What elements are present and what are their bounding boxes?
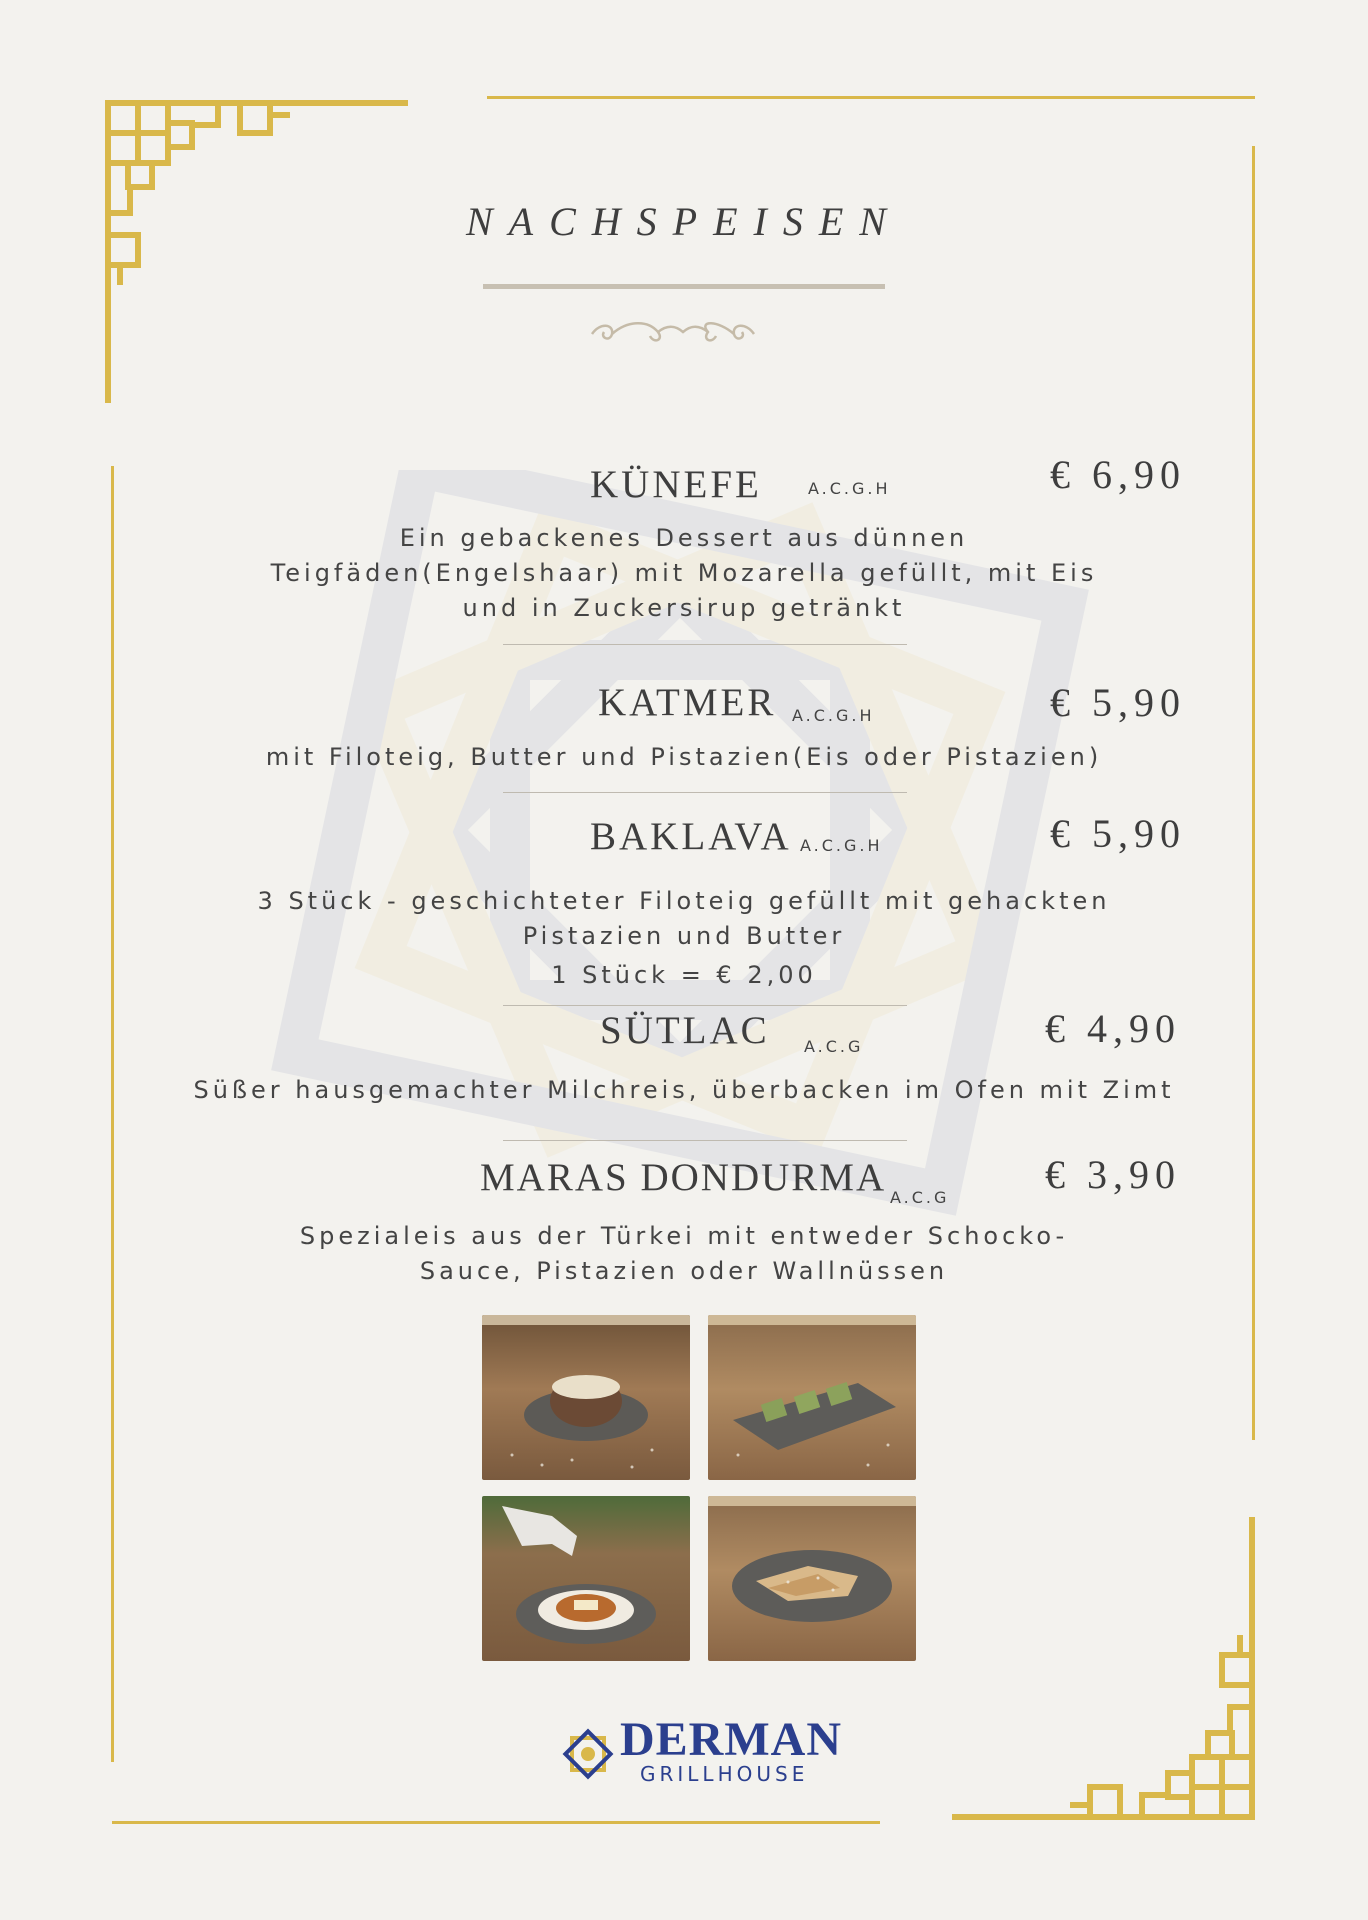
item-name: SÜTLAC <box>600 1009 770 1052</box>
item-description: mit Filoteig, Butter und Pistazien(Eis oder Pistazien) <box>265 743 1103 771</box>
corner-ornament-icon <box>940 1515 1260 1825</box>
item-price: € 5,90 <box>1050 680 1186 725</box>
item-description: Spezialeis aus der Türkei mit entweder Schocko- Sauce, Pistazien oder Wallnüssen <box>299 1222 1069 1285</box>
item-allergens: A.C.G <box>890 1188 950 1207</box>
item-name: MARAS DONDURMA <box>480 1156 887 1199</box>
item-price: € 6,90 <box>1050 452 1186 497</box>
kunefe-photo <box>482 1496 690 1661</box>
item-allergens: A.C.G.H <box>792 706 875 725</box>
item-name: BAKLAVA <box>590 815 792 858</box>
katmer-photo <box>708 1496 916 1661</box>
item-name: KÜNEFE <box>590 463 762 506</box>
swirl-ornament-icon <box>588 312 778 348</box>
brand-logo-icon <box>556 1722 620 1786</box>
divider <box>503 792 907 793</box>
brand-name: DERMAN <box>620 1713 842 1766</box>
item-allergens: A.C.G.H <box>800 836 883 855</box>
item-price: € 3,90 <box>1045 1152 1181 1197</box>
frame-left-line <box>111 466 114 1762</box>
frame-top-line <box>487 96 1255 99</box>
frame-bottom-line <box>112 1821 880 1824</box>
item-price: € 5,90 <box>1050 811 1186 856</box>
item-description: 3 Stück - geschichteter Filoteig gefüllt mit gehackten Pistazien und Butter 1 Stück = € 2,00 <box>257 887 1111 989</box>
item-allergens: A.C.G.H <box>808 479 891 498</box>
item-price: € 4,90 <box>1045 1006 1181 1051</box>
item-allergens: A.C.G <box>804 1037 864 1056</box>
sutlac-photo <box>482 1315 690 1480</box>
item-description: Ein gebackenes Dessert aus dünnen Teigfäden(Engelshaar) mit Mozarella gefüllt, mit Eis und in Zuckersirup getränkt <box>270 524 1098 622</box>
divider <box>503 1140 907 1141</box>
title-underline <box>483 284 885 289</box>
brand-subtitle: GRILLHOUSE <box>640 1762 809 1786</box>
page-title: NACHSPEISEN <box>466 199 902 244</box>
divider <box>503 1005 907 1006</box>
baklava-photo <box>708 1315 916 1480</box>
item-name: KATMER <box>598 681 777 724</box>
item-description: Süßer hausgemachter Milchreis, überbacken im Ofen mit Zimt <box>193 1076 1175 1104</box>
frame-right-line <box>1252 146 1255 1440</box>
divider <box>503 644 907 645</box>
corner-ornament-icon <box>100 95 420 405</box>
